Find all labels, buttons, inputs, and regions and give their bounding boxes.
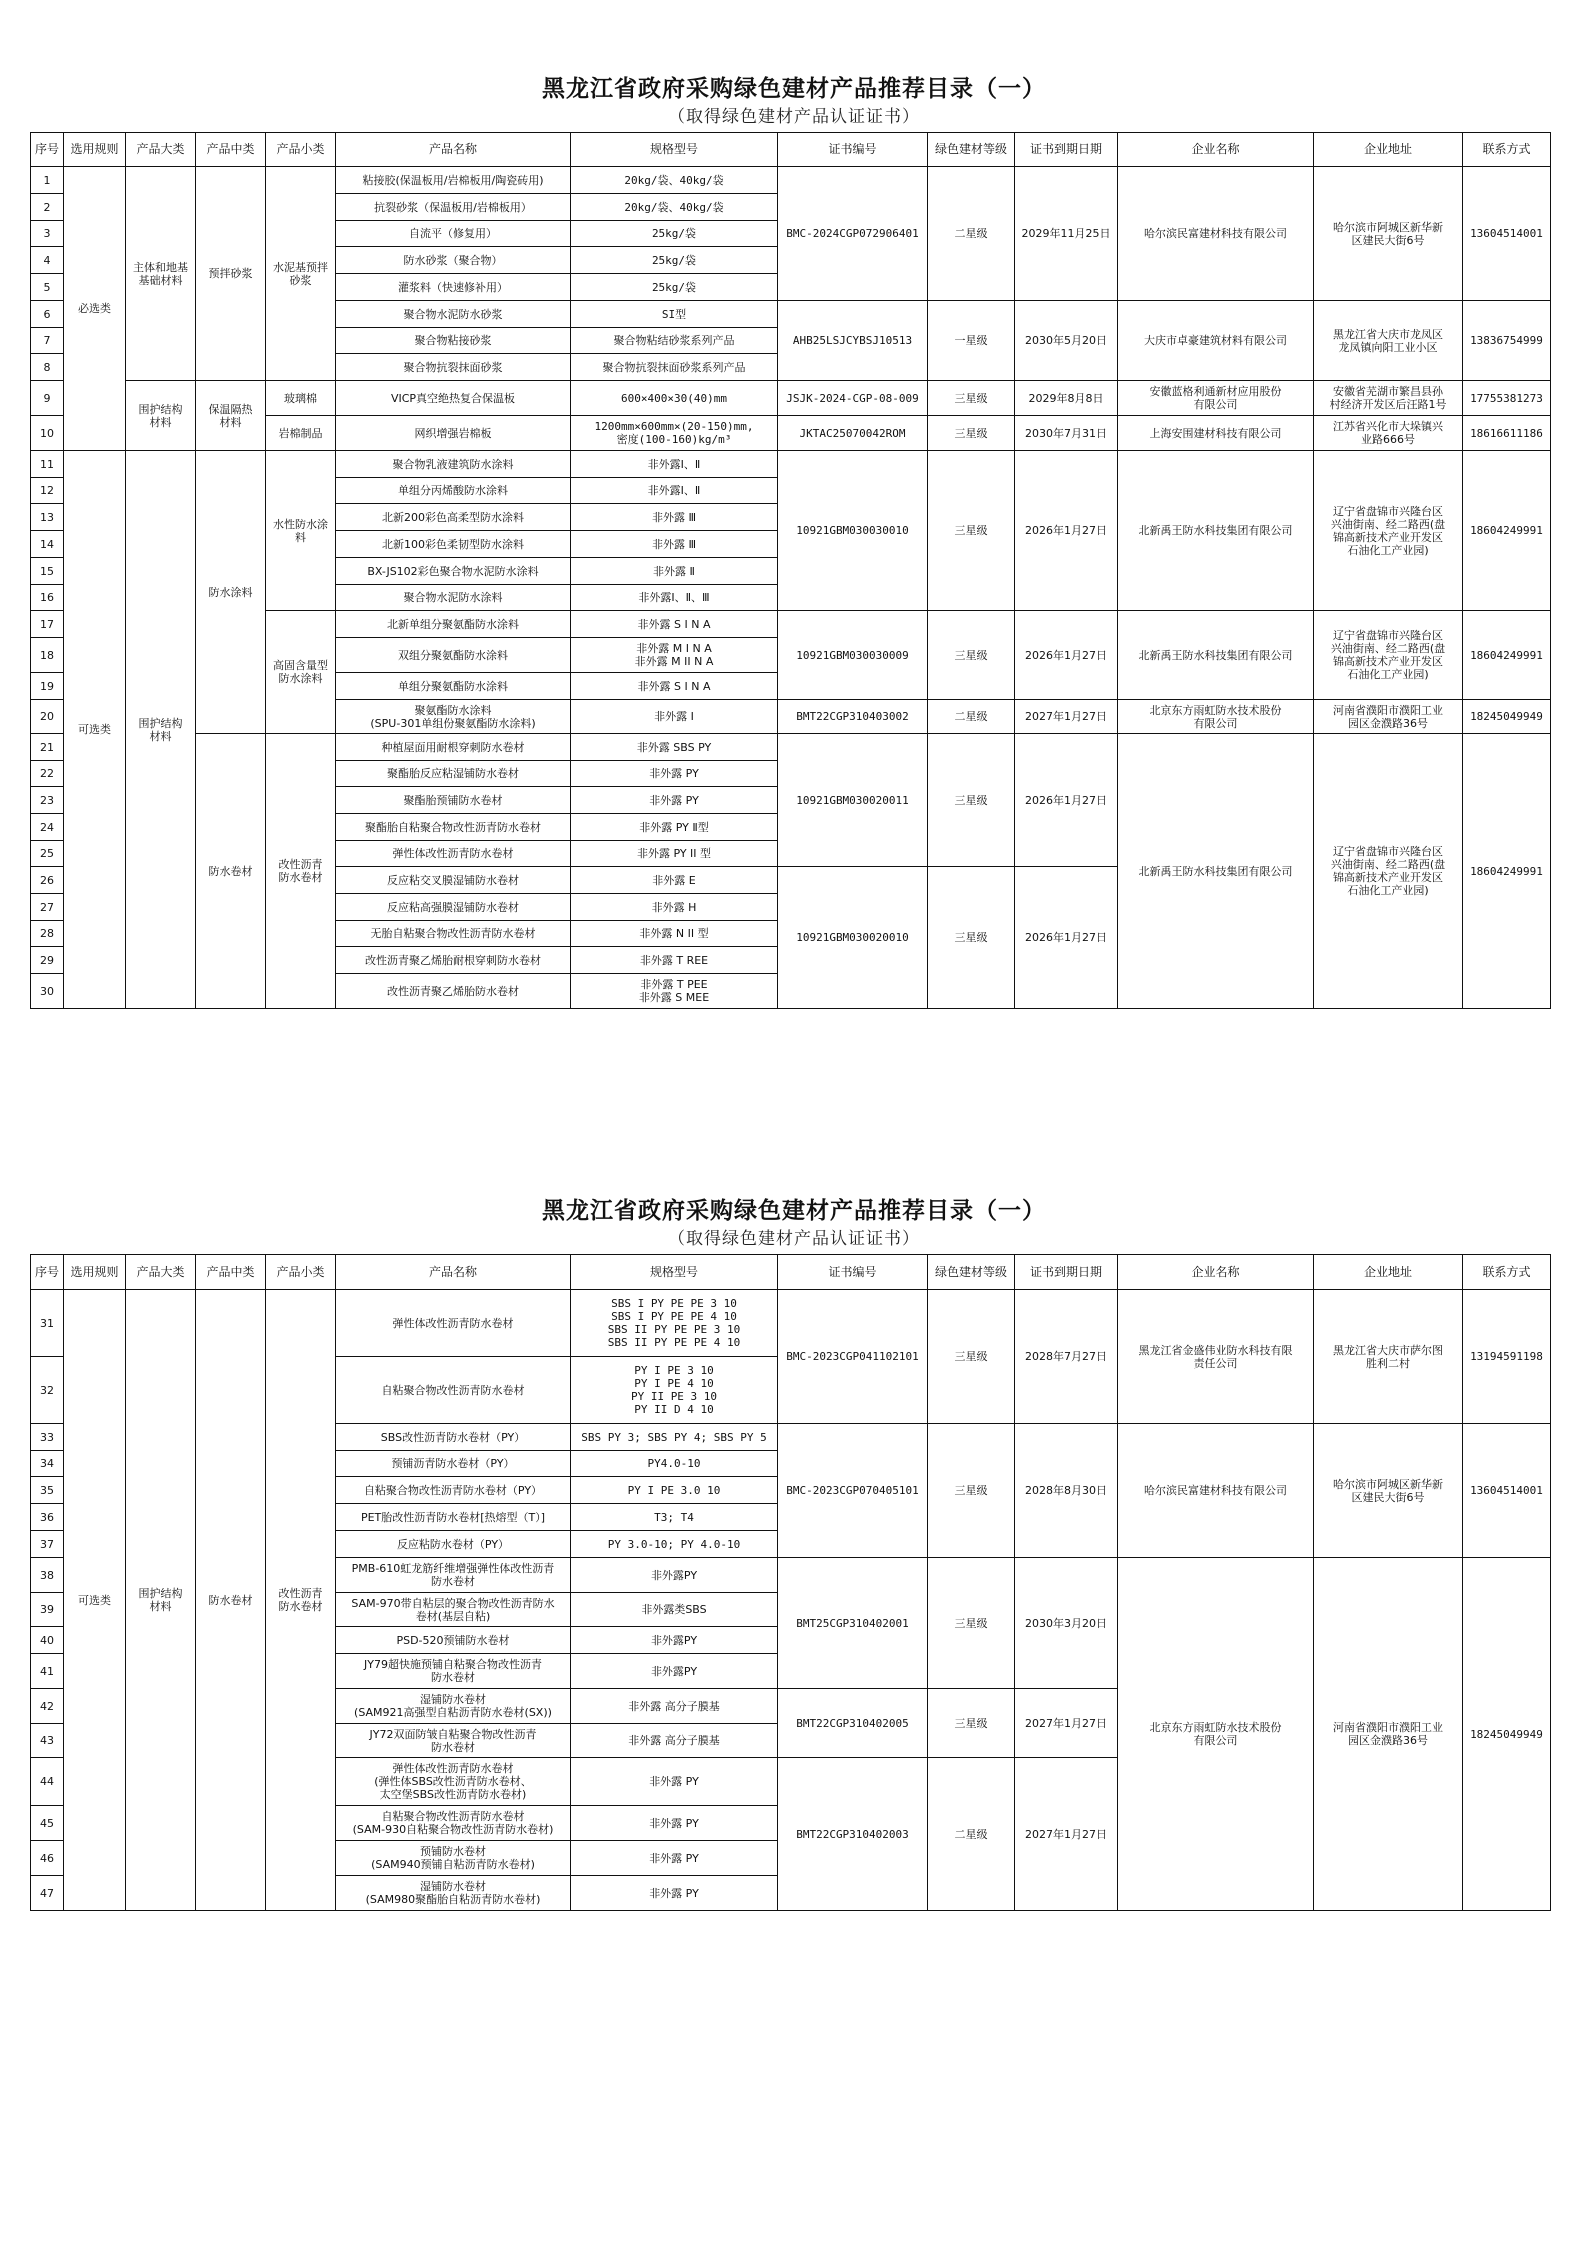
- green-grade: 三星级: [928, 734, 1015, 867]
- product-spec: 非外露 PY II 型: [571, 841, 778, 867]
- row-number: 22: [31, 761, 64, 787]
- company-name: 大庆市卓豪建筑材料有限公司: [1118, 301, 1314, 381]
- product-mid-category: 防水涂料: [196, 451, 266, 734]
- header-cell: 证书编号: [778, 133, 928, 167]
- cert-expiry: 2026年1月27日: [1015, 611, 1118, 700]
- company-name: 上海安围建材科技有限公司: [1118, 416, 1314, 451]
- product-mid-category: 保温隔热 材料: [196, 381, 266, 451]
- product-spec: SBS I PY PE PE 3 10 SBS I PY PE PE 4 10 SBS II PY PE PE 3 10 SBS II PY PE PE 4 10: [571, 1290, 778, 1357]
- product-name: VICP真空绝热复合保温板: [336, 381, 571, 416]
- catalog-table-1: [30, 132, 1551, 1009]
- header-cell: 序号: [31, 133, 64, 167]
- row-number: 24: [31, 814, 64, 841]
- product-spec: 非外露PY: [571, 1627, 778, 1654]
- product-spec: 25kg/袋: [571, 221, 778, 247]
- product-sub-category: 改性沥青 防水卷材: [266, 1290, 336, 1911]
- row-number: 26: [31, 867, 64, 894]
- company-address: 河南省濮阳市濮阳工业 园区金濮路36号: [1314, 1558, 1463, 1911]
- row-number: 3: [31, 221, 64, 247]
- product-spec: 非外露 SBS PY: [571, 734, 778, 761]
- header-cell: 企业地址: [1314, 1255, 1463, 1290]
- product-name: 聚合物粘接砂浆: [336, 328, 571, 354]
- company-address: 哈尔滨市阿城区新华新 区建民大街6号: [1314, 1424, 1463, 1558]
- product-name: 聚氨酯防水涂料 (SPU-301单组份聚氨酯防水涂料): [336, 700, 571, 734]
- product-name: PET胎改性沥青防水卷材[热熔型（T）]: [336, 1504, 571, 1531]
- row-number: 34: [31, 1451, 64, 1477]
- header-cell: 选用规则: [64, 133, 126, 167]
- product-spec: 非外露 高分子膜基: [571, 1724, 778, 1758]
- company-phone: 18604249991: [1463, 734, 1551, 1009]
- header-cell: 产品名称: [336, 133, 571, 167]
- product-name: PSD-520预铺防水卷材: [336, 1627, 571, 1654]
- product-category: 围护结构 材料: [126, 451, 196, 1009]
- product-mid-category: 预拌砂浆: [196, 167, 266, 381]
- table-row: [31, 451, 1551, 478]
- product-spec: T3; T4: [571, 1504, 778, 1531]
- row-number: 14: [31, 531, 64, 558]
- product-name: 种植屋面用耐根穿刺防水卷材: [336, 734, 571, 761]
- cert-expiry: 2030年5月20日: [1015, 301, 1118, 381]
- cert-expiry: 2026年1月27日: [1015, 867, 1118, 1009]
- product-spec: SI型: [571, 301, 778, 328]
- product-name: 反应粘防水卷材（PY）: [336, 1531, 571, 1558]
- product-mid-category: 防水卷材: [196, 1290, 266, 1911]
- green-grade: 二星级: [928, 700, 1015, 734]
- product-spec: 非外露 高分子膜基: [571, 1689, 778, 1724]
- cert-expiry: 2029年8月8日: [1015, 381, 1118, 416]
- page-title: 黑龙江省政府采购绿色建材产品推荐目录（一）: [542, 1197, 1046, 1224]
- product-spec: 25kg/袋: [571, 274, 778, 301]
- product-category: 主体和地基 基础材料: [126, 167, 196, 381]
- cert-number: 10921GBM030030009: [778, 611, 928, 700]
- product-name: 聚酯胎预铺防水卷材: [336, 787, 571, 814]
- product-spec: 非外露 E: [571, 867, 778, 894]
- green-grade: 三星级: [928, 451, 1015, 611]
- product-spec: 非外露 PY: [571, 1806, 778, 1841]
- header-cell: 序号: [31, 1255, 64, 1290]
- product-name: PMB-610虹龙筋纤维增强弹性体改性沥青 防水卷材: [336, 1558, 571, 1593]
- header-cell: 产品小类: [266, 133, 336, 167]
- product-name: 无胎自粘聚合物改性沥青防水卷材: [336, 921, 571, 947]
- product-name: JY79超快施预铺自粘聚合物改性沥青 防水卷材: [336, 1654, 571, 1689]
- cert-number: JKTAC25070042ROM: [778, 416, 928, 451]
- header-row: [31, 133, 1551, 167]
- row-number: 4: [31, 247, 64, 274]
- cert-expiry: 2026年1月27日: [1015, 451, 1118, 611]
- row-number: 21: [31, 734, 64, 761]
- product-spec: 非外露 PY: [571, 761, 778, 787]
- company-address: 黑龙江省大庆市萨尔图 胜利二村: [1314, 1290, 1463, 1424]
- row-number: 33: [31, 1424, 64, 1451]
- table-row: [31, 734, 1551, 761]
- company-phone: 18616611186: [1463, 416, 1551, 451]
- product-spec: 聚合物抗裂抹面砂浆系列产品: [571, 354, 778, 381]
- product-name: 预铺防水卷材 (SAM940预铺自粘沥青防水卷材): [336, 1841, 571, 1876]
- product-spec: 非外露 S I N A: [571, 611, 778, 638]
- selection-rule: 可选类: [64, 451, 126, 1009]
- row-number: 1: [31, 167, 64, 194]
- product-spec: PY I PE 3 10 PY I PE 4 10 PY II PE 3 10 PY II D 4 10: [571, 1357, 778, 1424]
- header-cell: 证书编号: [778, 1255, 928, 1290]
- product-name: 聚合物水泥防水涂料: [336, 585, 571, 611]
- cert-expiry: 2027年1月27日: [1015, 1689, 1118, 1758]
- product-name: 弹性体改性沥青防水卷材: [336, 1290, 571, 1357]
- cert-expiry: 2027年1月27日: [1015, 700, 1118, 734]
- row-number: 16: [31, 585, 64, 611]
- row-number: 7: [31, 328, 64, 354]
- header-cell: 绿色建材等级: [928, 1255, 1015, 1290]
- cert-number: BMC-2023CGP041102101: [778, 1290, 928, 1424]
- product-name: 粘接胶(保温板用/岩棉板用/陶瓷砖用): [336, 167, 571, 194]
- product-name: 改性沥青聚乙烯胎防水卷材: [336, 974, 571, 1009]
- row-number: 9: [31, 381, 64, 416]
- cert-expiry: 2029年11月25日: [1015, 167, 1118, 301]
- product-name: 北新200彩色高柔型防水涂料: [336, 504, 571, 531]
- header-row: [31, 1255, 1551, 1290]
- cert-expiry: 2027年1月27日: [1015, 1758, 1118, 1911]
- row-number: 46: [31, 1841, 64, 1876]
- green-grade: 二星级: [928, 167, 1015, 301]
- product-spec: 非外露 Ⅲ: [571, 531, 778, 558]
- green-grade: 三星级: [928, 867, 1015, 1009]
- selection-rule: 必选类: [64, 167, 126, 451]
- row-number: 47: [31, 1876, 64, 1911]
- product-spec: 非外露PY: [571, 1654, 778, 1689]
- cert-number: BMT22CGP310402005: [778, 1689, 928, 1758]
- table-row: [31, 381, 1551, 416]
- green-grade: 三星级: [928, 1424, 1015, 1558]
- product-spec: 20kg/袋、40kg/袋: [571, 194, 778, 221]
- header-cell: 产品小类: [266, 1255, 336, 1290]
- company-phone: 18604249991: [1463, 611, 1551, 700]
- product-spec: 非外露 Ⅲ: [571, 504, 778, 531]
- row-number: 39: [31, 1593, 64, 1627]
- row-number: 13: [31, 504, 64, 531]
- product-sub-category: 水泥基预拌 砂浆: [266, 167, 336, 381]
- header-cell: 联系方式: [1463, 133, 1551, 167]
- product-name: 灌浆料（快速修补用）: [336, 274, 571, 301]
- company-name: 北新禹王防水科技集团有限公司: [1118, 734, 1314, 1009]
- product-spec: 非外露Ⅰ、Ⅱ: [571, 478, 778, 504]
- row-number: 23: [31, 787, 64, 814]
- product-spec: 非外露 PY: [571, 1876, 778, 1911]
- header-cell: 产品中类: [196, 133, 266, 167]
- cert-expiry: 2028年7月27日: [1015, 1290, 1118, 1424]
- product-name: 聚合物水泥防水砂浆: [336, 301, 571, 328]
- product-name: 聚酯胎自粘聚合物改性沥青防水卷材: [336, 814, 571, 841]
- cert-number: JSJK-2024-CGP-08-009: [778, 381, 928, 416]
- product-spec: 非外露 PY: [571, 1758, 778, 1806]
- row-number: 18: [31, 638, 64, 673]
- product-spec: 非外露类SBS: [571, 1593, 778, 1627]
- green-grade: 三星级: [928, 381, 1015, 416]
- product-category: 围护结构 材料: [126, 1290, 196, 1911]
- product-name: 单组分丙烯酸防水涂料: [336, 478, 571, 504]
- header-cell: 规格型号: [571, 1255, 778, 1290]
- product-spec: 非外露 H: [571, 894, 778, 921]
- product-spec: 非外露Ⅰ、Ⅱ: [571, 451, 778, 478]
- catalog-table-2: [30, 1254, 1551, 1911]
- company-phone: 18604249991: [1463, 451, 1551, 611]
- product-mid-category: 防水卷材: [196, 734, 266, 1009]
- header-cell: 企业名称: [1118, 1255, 1314, 1290]
- product-name: 防水砂浆（聚合物）: [336, 247, 571, 274]
- product-name: 聚酯胎反应粘湿铺防水卷材: [336, 761, 571, 787]
- product-name: 双组分聚氨酯防水涂料: [336, 638, 571, 673]
- product-sub-category: 水性防水涂 料: [266, 451, 336, 611]
- product-sub-category: 高固含量型 防水涂料: [266, 611, 336, 734]
- row-number: 44: [31, 1758, 64, 1806]
- product-spec: PY4.0-10: [571, 1451, 778, 1477]
- row-number: 45: [31, 1806, 64, 1841]
- company-address: 江苏省兴化市大垛镇兴 业路666号: [1314, 416, 1463, 451]
- cert-number: BMC-2024CGP072906401: [778, 167, 928, 301]
- row-number: 42: [31, 1689, 64, 1724]
- product-sub-category: 改性沥青 防水卷材: [266, 734, 336, 1009]
- product-name: 弹性体改性沥青防水卷材 (弹性体SBS改性沥青防水卷材、 太空堡SBS改性沥青防水卷材): [336, 1758, 571, 1806]
- company-phone: 13194591198: [1463, 1290, 1551, 1424]
- product-spec: 非外露 Ⅱ: [571, 558, 778, 585]
- product-spec: 非外露 PY Ⅱ型: [571, 814, 778, 841]
- row-number: 10: [31, 416, 64, 451]
- header-cell: 规格型号: [571, 133, 778, 167]
- cert-number: BMT25CGP310402001: [778, 1558, 928, 1689]
- header-cell: 联系方式: [1463, 1255, 1551, 1290]
- row-number: 12: [31, 478, 64, 504]
- page-subtitle: （取得绿色建材产品认证证书）: [668, 1229, 920, 1249]
- row-number: 32: [31, 1357, 64, 1424]
- product-spec: SBS PY 3; SBS PY 4; SBS PY 5: [571, 1424, 778, 1451]
- product-name: 聚合物抗裂抹面砂浆: [336, 354, 571, 381]
- header-cell: 产品名称: [336, 1255, 571, 1290]
- header-cell: 证书到期日期: [1015, 133, 1118, 167]
- row-number: 25: [31, 841, 64, 867]
- cert-number: BMC-2023CGP070405101: [778, 1424, 928, 1558]
- green-grade: 三星级: [928, 1689, 1015, 1758]
- product-spec: 25kg/袋: [571, 247, 778, 274]
- product-spec: PY I PE 3.0 10: [571, 1477, 778, 1504]
- green-grade: 三星级: [928, 416, 1015, 451]
- company-name: 北新禹王防水科技集团有限公司: [1118, 611, 1314, 700]
- company-address: 哈尔滨市阿城区新华新 区建民大街6号: [1314, 167, 1463, 301]
- product-name: SAM-970带自粘层的聚合物改性沥青防水 卷材(基层自粘): [336, 1593, 571, 1627]
- company-phone: 13604514001: [1463, 167, 1551, 301]
- product-name: 反应粘高强膜湿铺防水卷材: [336, 894, 571, 921]
- row-number: 20: [31, 700, 64, 734]
- cert-expiry: 2030年7月31日: [1015, 416, 1118, 451]
- product-sub-category: 岩棉制品: [266, 416, 336, 451]
- row-number: 15: [31, 558, 64, 585]
- row-number: 11: [31, 451, 64, 478]
- header-cell: 证书到期日期: [1015, 1255, 1118, 1290]
- page-subtitle: （取得绿色建材产品认证证书）: [668, 107, 920, 127]
- company-name: 哈尔滨民富建材科技有限公司: [1118, 167, 1314, 301]
- product-name: JY72双面防皱自粘聚合物改性沥青 防水卷材: [336, 1724, 571, 1758]
- cert-expiry: 2030年3月20日: [1015, 1558, 1118, 1689]
- row-number: 41: [31, 1654, 64, 1689]
- cert-number: BMT22CGP310402003: [778, 1758, 928, 1911]
- row-number: 19: [31, 673, 64, 700]
- row-number: 27: [31, 894, 64, 921]
- row-number: 37: [31, 1531, 64, 1558]
- row-number: 31: [31, 1290, 64, 1357]
- product-name: 自流平（修复用）: [336, 221, 571, 247]
- company-address: 河南省濮阳市濮阳工业 园区金濮路36号: [1314, 700, 1463, 734]
- cert-expiry: 2026年1月27日: [1015, 734, 1118, 867]
- product-name: 弹性体改性沥青防水卷材: [336, 841, 571, 867]
- page-title: 黑龙江省政府采购绿色建材产品推荐目录（一）: [542, 75, 1046, 102]
- product-name: 湿铺防水卷材 (SAM921高强型自粘沥青防水卷材(SX)): [336, 1689, 571, 1724]
- cert-number: BMT22CGP310403002: [778, 700, 928, 734]
- product-name: 网织增强岩棉板: [336, 416, 571, 451]
- product-spec: PY 3.0-10; PY 4.0-10: [571, 1531, 778, 1558]
- header-cell: 企业名称: [1118, 133, 1314, 167]
- product-name: SBS改性沥青防水卷材（PY）: [336, 1424, 571, 1451]
- product-sub-category: 玻璃棉: [266, 381, 336, 416]
- product-spec: 非外露 PY: [571, 787, 778, 814]
- header-cell: 产品大类: [126, 133, 196, 167]
- product-name: 自粘聚合物改性沥青防水卷材（PY）: [336, 1477, 571, 1504]
- company-phone: 18245049949: [1463, 1558, 1551, 1911]
- company-address: 黑龙江省大庆市龙凤区 龙凤镇向阳工业小区: [1314, 301, 1463, 381]
- company-address: 辽宁省盘锦市兴隆台区 兴油街南、经二路西(盘 锦高新技术产业开发区 石油化工产业园): [1314, 734, 1463, 1009]
- green-grade: 三星级: [928, 1558, 1015, 1689]
- row-number: 36: [31, 1504, 64, 1531]
- product-spec: 非外露 N II 型: [571, 921, 778, 947]
- cert-number: 10921GBM030020011: [778, 734, 928, 867]
- product-name: 改性沥青聚乙烯胎耐根穿刺防水卷材: [336, 947, 571, 974]
- product-spec: 1200mm×600mm×(20-150)mm, 密度(100-160)kg/m³: [571, 416, 778, 451]
- product-name: BX-JS102彩色聚合物水泥防水涂料: [336, 558, 571, 585]
- product-spec: 非外露PY: [571, 1558, 778, 1593]
- cert-expiry: 2028年8月30日: [1015, 1424, 1118, 1558]
- product-spec: 非外露 M I N A 非外露 M II N A: [571, 638, 778, 673]
- product-spec: 非外露 S I N A: [571, 673, 778, 700]
- row-number: 29: [31, 947, 64, 974]
- product-name: 自粘聚合物改性沥青防水卷材 (SAM-930自粘聚合物改性沥青防水卷材): [336, 1806, 571, 1841]
- row-number: 30: [31, 974, 64, 1009]
- table-row: [31, 167, 1551, 194]
- header-cell: 产品大类: [126, 1255, 196, 1290]
- product-name: 抗裂砂浆（保温板用/岩棉板用）: [336, 194, 571, 221]
- company-phone: 13604514001: [1463, 1424, 1551, 1558]
- company-phone: 13836754999: [1463, 301, 1551, 381]
- product-name: 北新100彩色柔韧型防水涂料: [336, 531, 571, 558]
- company-phone: 18245049949: [1463, 700, 1551, 734]
- product-name: 反应粘交叉膜湿铺防水卷材: [336, 867, 571, 894]
- header-cell: 绿色建材等级: [928, 133, 1015, 167]
- company-address: 辽宁省盘锦市兴隆台区 兴油街南、经二路西(盘 锦高新技术产业开发区 石油化工产业园): [1314, 451, 1463, 611]
- green-grade: 一星级: [928, 301, 1015, 381]
- product-name: 单组分聚氨酯防水涂料: [336, 673, 571, 700]
- company-name: 北京东方雨虹防水技术股份 有限公司: [1118, 1558, 1314, 1911]
- row-number: 28: [31, 921, 64, 947]
- selection-rule: 可选类: [64, 1290, 126, 1911]
- row-number: 43: [31, 1724, 64, 1758]
- company-name: 黑龙江省金盛伟业防水科技有限 责任公司: [1118, 1290, 1314, 1424]
- row-number: 2: [31, 194, 64, 221]
- table-row: [31, 1290, 1551, 1357]
- cert-number: AHB25LSJCYBSJ10513: [778, 301, 928, 381]
- product-spec: 非外露 T PEE 非外露 S MEE: [571, 974, 778, 1009]
- header-cell: 企业地址: [1314, 133, 1463, 167]
- header-cell: 产品中类: [196, 1255, 266, 1290]
- company-phone: 17755381273: [1463, 381, 1551, 416]
- product-name: 自粘聚合物改性沥青防水卷材: [336, 1357, 571, 1424]
- product-name: 湿铺防水卷材 (SAM980聚酯胎自粘沥青防水卷材): [336, 1876, 571, 1911]
- green-grade: 三星级: [928, 611, 1015, 700]
- cert-number: 10921GBM030030010: [778, 451, 928, 611]
- green-grade: 二星级: [928, 1758, 1015, 1911]
- product-spec: 非外露 T REE: [571, 947, 778, 974]
- company-name: 北京东方雨虹防水技术股份 有限公司: [1118, 700, 1314, 734]
- row-number: 6: [31, 301, 64, 328]
- product-spec: 非外露 PY: [571, 1841, 778, 1876]
- product-name: 聚合物乳液建筑防水涂料: [336, 451, 571, 478]
- row-number: 8: [31, 354, 64, 381]
- row-number: 40: [31, 1627, 64, 1654]
- product-spec: 600×400×30(40)mm: [571, 381, 778, 416]
- company-name: 北新禹王防水科技集团有限公司: [1118, 451, 1314, 611]
- product-category: 围护结构 材料: [126, 381, 196, 451]
- product-name: 北新单组分聚氨酯防水涂料: [336, 611, 571, 638]
- company-address: 辽宁省盘锦市兴隆台区 兴油街南、经二路西(盘 锦高新技术产业开发区 石油化工产业园): [1314, 611, 1463, 700]
- product-spec: 聚合物粘结砂浆系列产品: [571, 328, 778, 354]
- row-number: 17: [31, 611, 64, 638]
- row-number: 35: [31, 1477, 64, 1504]
- product-name: 预铺沥青防水卷材（PY）: [336, 1451, 571, 1477]
- header-cell: 选用规则: [64, 1255, 126, 1290]
- product-spec: 非外露Ⅰ、Ⅱ、Ⅲ: [571, 585, 778, 611]
- green-grade: 三星级: [928, 1290, 1015, 1424]
- company-address: 安徽省芜湖市繁昌县孙 村经济开发区后汪路1号: [1314, 381, 1463, 416]
- product-spec: 非外露 I: [571, 700, 778, 734]
- company-name: 哈尔滨民富建材科技有限公司: [1118, 1424, 1314, 1558]
- product-spec: 20kg/袋、40kg/袋: [571, 167, 778, 194]
- cert-number: 10921GBM030020010: [778, 867, 928, 1009]
- row-number: 5: [31, 274, 64, 301]
- company-name: 安徽蓝格利通新材应用股份 有限公司: [1118, 381, 1314, 416]
- row-number: 38: [31, 1558, 64, 1593]
